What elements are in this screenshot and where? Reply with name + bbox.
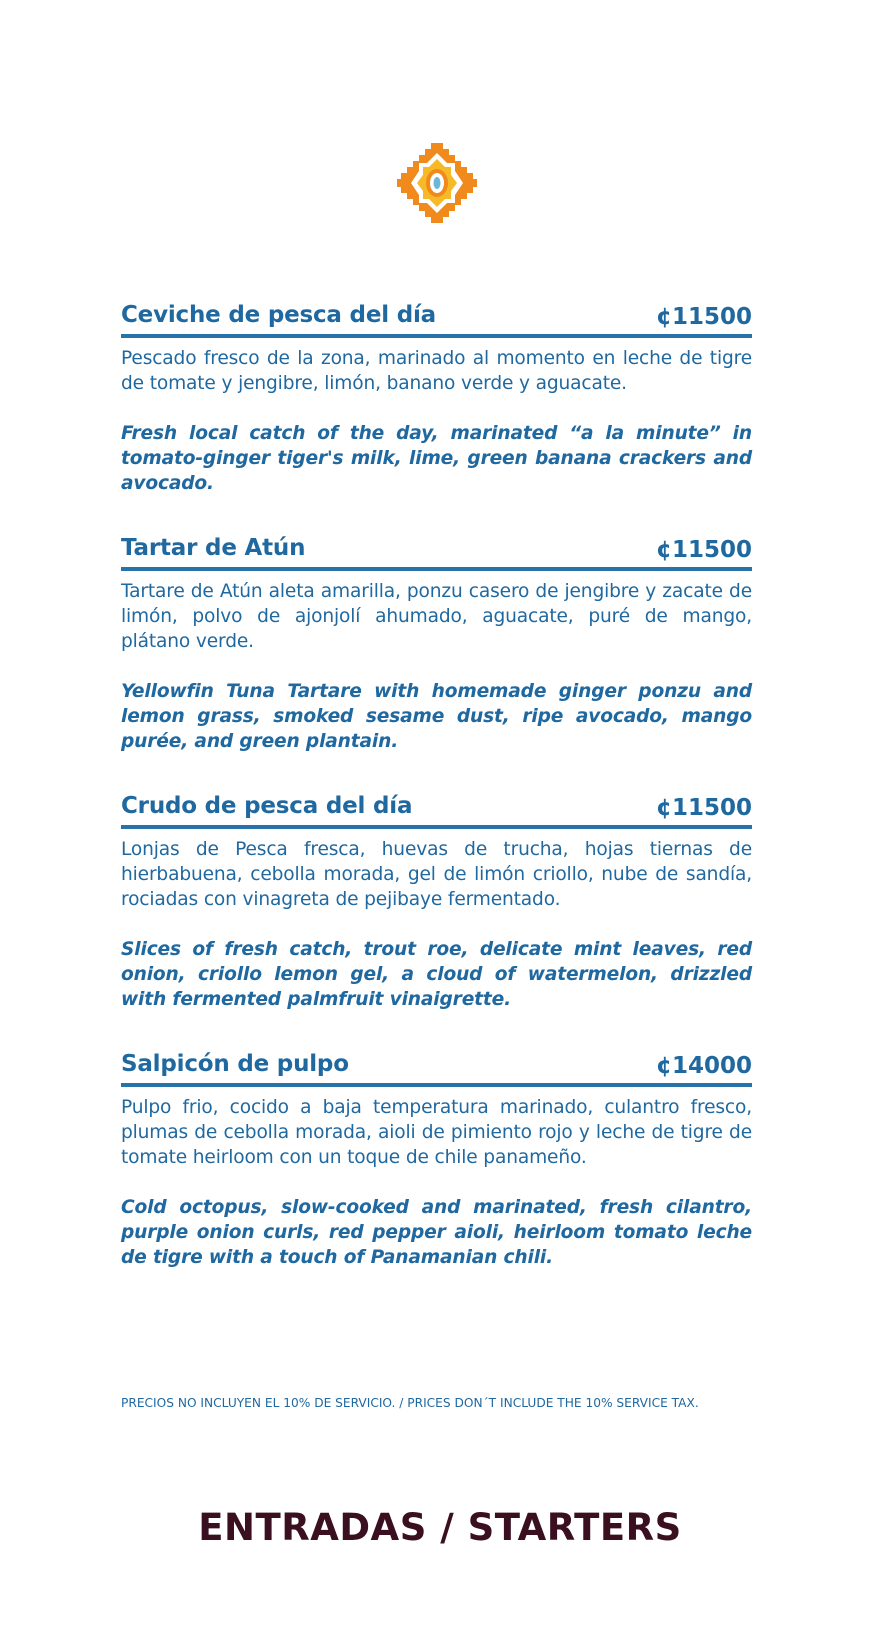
dish-description-english: Slices of fresh catch, trout roe, delicate mint leaves, red onion, criollo lemon gel, a cloud of watermelon, drizzled with fermented palmfruit vinaigrette. <box>121 939 752 1010</box>
section-title: ENTRADAS / STARTERS <box>198 1506 682 1549</box>
dish-price: ¢11500 <box>655 537 752 563</box>
dish-name: Ceviche de pesca del día <box>121 302 436 328</box>
menu-item-salpicon <box>121 1049 752 1270</box>
menu-item-header <box>121 1049 752 1087</box>
menu-item-ceviche <box>121 300 752 496</box>
dish-description-spanish: Pulpo frio, cocido a baja temperatura marinado, culantro fresco, plumas de cebolla morada, aioli de pimiento rojo y leche de tigre de tomate heirloom con un toque de chile panameño. <box>121 1097 752 1168</box>
dish-price: ¢11500 <box>655 795 752 821</box>
diamond-pattern-logo-icon <box>397 143 477 223</box>
dish-price: ¢11500 <box>655 304 752 330</box>
dish-price: ¢14000 <box>655 1053 752 1079</box>
dish-description-spanish: Tartare de Atún aleta amarilla, ponzu casero de jengibre y zacate de limón, polvo de ajonjolí ahumado, aguacate, puré de mango, plátano verde. <box>121 581 752 652</box>
dish-description-spanish: Pescado fresco de la zona, marinado al momento en leche de tigre de tomate y jengibre, limón, banano verde y aguacate. <box>121 348 752 394</box>
service-tax-footnote: PRECIOS NO INCLUYEN EL 10% DE SERVICIO. / PRICES DON´T INCLUDE THE 10% SERVICE TAX. <box>121 1396 699 1410</box>
dish-description-spanish: Lonjas de Pesca fresca, huevas de trucha, hojas tiernas de hierbabuena, cebolla morada, gel de limón criollo, nube de sandía, rociadas con vinagreta de pejibaye fermentado. <box>121 839 752 910</box>
dish-name: Crudo de pesca del día <box>121 793 413 819</box>
menu-item-header <box>121 533 752 571</box>
menu-item-header <box>121 791 752 829</box>
dish-description-english: Fresh local catch of the day, marinated “a la minute” in tomato-ginger tiger's milk, lime, green banana crackers and avocado. <box>121 423 752 494</box>
dish-name: Salpicón de pulpo <box>121 1051 349 1077</box>
dish-name: Tartar de Atún <box>121 535 306 561</box>
menu-item-header <box>121 300 752 338</box>
menu-list <box>121 300 752 1307</box>
dish-description-english: Yellowfin Tuna Tartare with homemade ginger ponzu and lemon grass, smoked sesame dust, ripe avocado, mango purée, and green plantain. <box>121 681 752 752</box>
dish-description-english: Cold octopus, slow-cooked and marinated, fresh cilantro, purple onion curls, red pepper aioli, heirloom tomato leche de tigre with a touch of Panamanian chili. <box>121 1197 752 1268</box>
menu-item-crudo <box>121 791 752 1012</box>
menu-item-tartar <box>121 533 752 754</box>
